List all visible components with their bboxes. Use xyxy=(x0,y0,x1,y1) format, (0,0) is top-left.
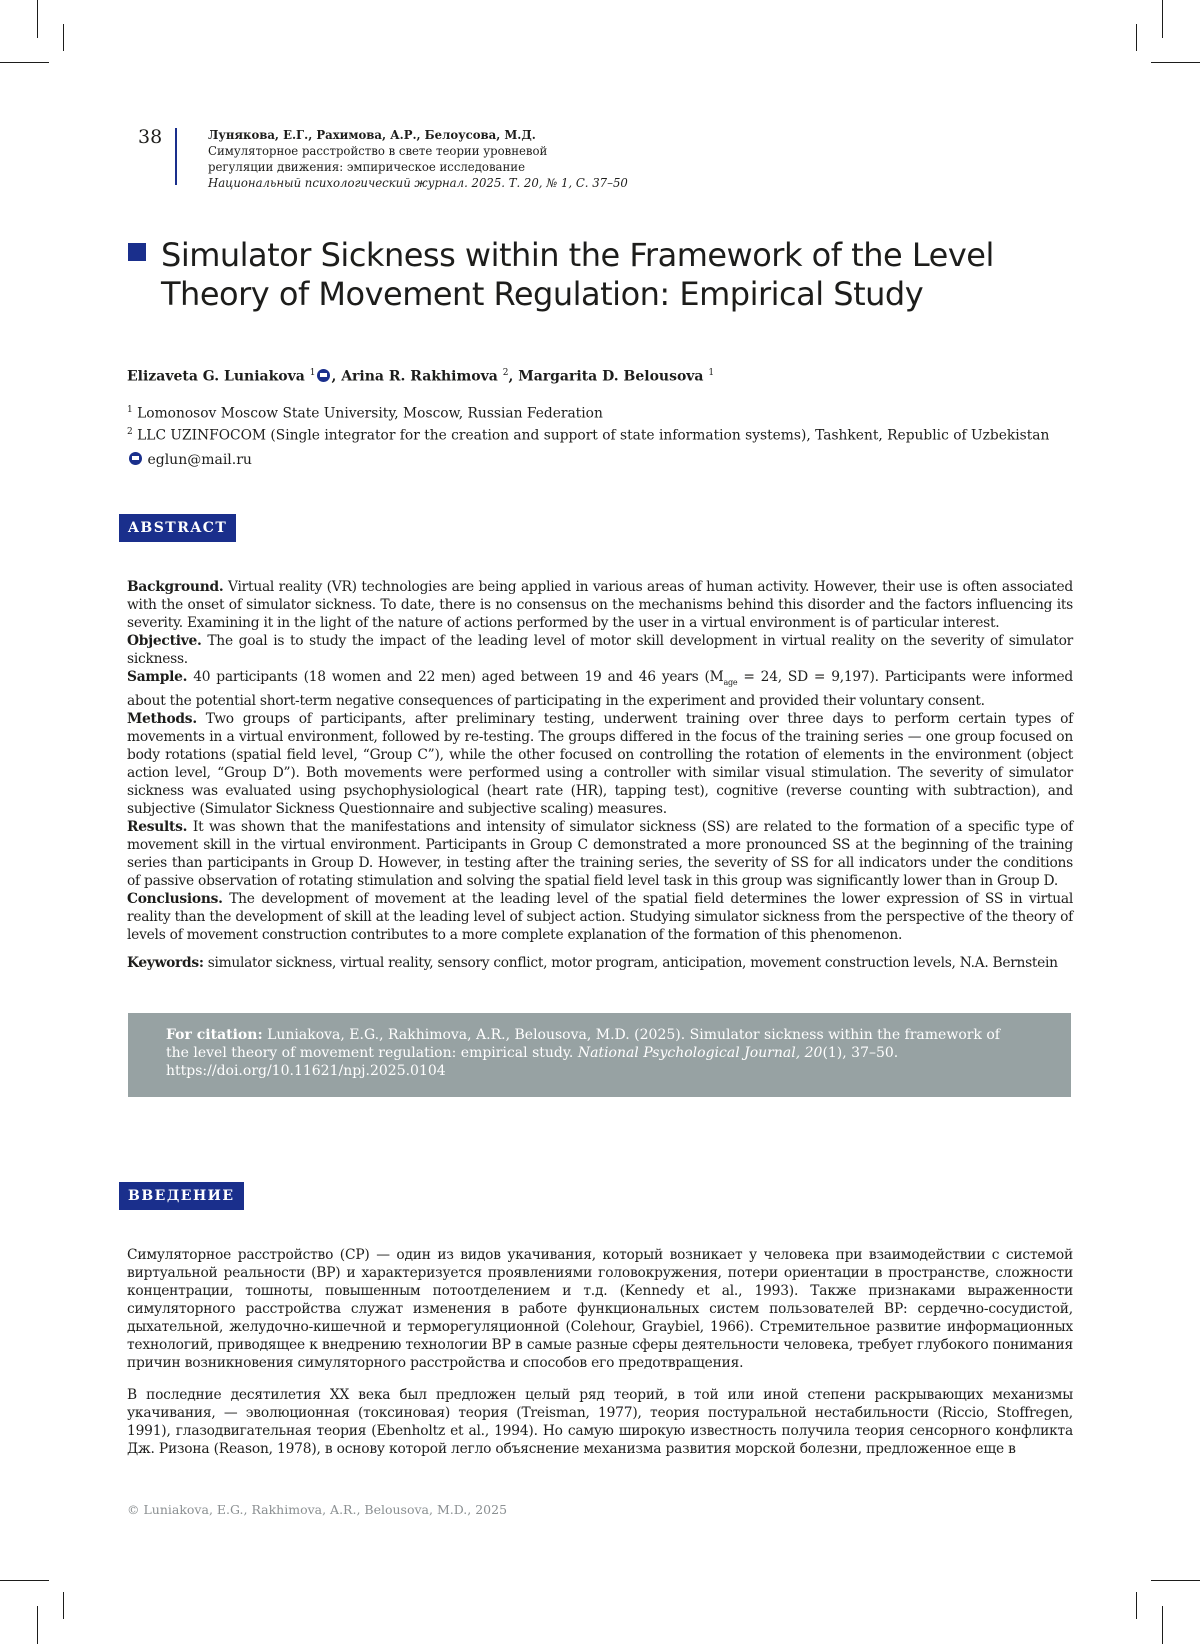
header-title-line1: Симуляторное расстройство в свете теории уровневой xyxy=(208,143,628,159)
crop-mark xyxy=(1136,1592,1137,1619)
results-text: It was shown that the manifestations and intensity of simulator sickness (SS) are related to the formation of a specific type of movement skill in the virtual environment. Participants in Group C demonstrated a more pronounced SS at the beginning of the training series than participants in Group D. However, in testing after the training series, the severity of SS for all indicators under the conditions of passive observation of rotating stimulation and solving the spatial field level task in this group was significantly lower than in Group D. xyxy=(127,819,1073,889)
crop-mark xyxy=(37,0,38,38)
methods-label: Methods. xyxy=(127,711,197,727)
title-bullet-icon xyxy=(128,243,146,261)
objective-text: The goal is to study the impact of the leading level of motor skill development in virtual reality on the severity of simulator sickness. xyxy=(127,633,1073,667)
affiliation-text: LLC UZINFOCOM (Single integrator for the creation and support of state information systems), Tashkent, Republic of Uzbekistan xyxy=(137,427,1049,443)
citation-journal: National Psychological Journal, 20 xyxy=(578,1045,823,1061)
header-authors: Лунякова, Е.Г., Рахимова, А.Р., Белоусова, М.Д. xyxy=(208,127,628,143)
objective-label: Objective. xyxy=(127,633,202,649)
crop-mark xyxy=(1162,1606,1163,1644)
citation-body: Luniakova, E.G., Rakhimova, A.R., Belousova, M.D. (2025). Simulator sickness within the framework of the level theory of movement regulation: empirical study. xyxy=(166,1027,1000,1061)
citation-label: For citation: xyxy=(166,1027,263,1043)
abstract-results xyxy=(127,818,1073,890)
affiliation-text: Lomonosov Moscow State University, Moscow, Russian Federation xyxy=(137,406,603,422)
background-text: Virtual reality (VR) technologies are being applied in various areas of human activity. However, their use is often associated with the onset of simulator sickness. To date, there is no consensus on the mechanisms behind this disorder and the factors influencing its severity. Examining it in the light of the nature of actions performed by the user in a virtual environment is of particular interest. xyxy=(127,579,1073,631)
methods-text: Two groups of participants, after preliminary testing, underwent training over three days to perform certain types of movements in a virtual environment, followed by re-testing. The groups differed in the focus of the training series — one group focused on body rotations (spatial field level, “Group C”), while the other focused on controlling the rotation of elements in the environment (object action level, “Group D”). Both movements were performed using a controller with similar visual stimulation. The severity of simulator sickness was evaluated using psychophysiological (heart rate (HR), tapping test), cognitive (reverse counting with subtraction), and subjective (Simulator Sickness Questionnaire and subjective scaling) measures. xyxy=(127,711,1073,817)
header-journal: Национальный психологический журнал. 2025. Т. 20, № 1, С. 37–50 xyxy=(208,175,628,191)
citation-box xyxy=(128,1013,1071,1097)
contact-email xyxy=(127,452,252,468)
affiliations xyxy=(127,401,1049,444)
crop-mark xyxy=(1151,62,1200,63)
keywords xyxy=(127,955,1087,971)
article-title-line2: Theory of Movement Regulation: Empirical Study xyxy=(161,275,1121,314)
crop-mark xyxy=(63,24,64,51)
crop-mark xyxy=(0,62,49,63)
sample-subscript: age xyxy=(723,678,737,687)
abstract-sample xyxy=(127,668,1073,710)
email-contact-icon[interactable] xyxy=(317,369,330,382)
header-title-line2: регуляции движения: эмпирическое исследование xyxy=(208,159,628,175)
intro-heading: ВВЕДЕНИЕ xyxy=(119,1182,244,1210)
header-divider xyxy=(175,128,177,185)
crop-mark xyxy=(63,1592,64,1619)
author-affil-sup: 1 xyxy=(310,368,316,378)
background-label: Background. xyxy=(127,579,223,595)
conclusions-label: Conclusions. xyxy=(127,891,223,907)
abstract-heading: ABSTRACT xyxy=(119,514,236,542)
crop-mark xyxy=(1151,1580,1200,1581)
crop-mark xyxy=(1162,0,1163,38)
abstract-background xyxy=(127,578,1073,632)
citation-doi[interactable]: (1), 37–50. https://doi.org/10.11621/npj.2025.0104 xyxy=(166,1045,898,1079)
email-icon xyxy=(129,452,142,465)
crop-mark xyxy=(1136,24,1137,51)
results-label: Results. xyxy=(127,819,187,835)
intro-paragraph-2: В последние десятилетия XX века был предложен целый ряд теорий, в той или иной степени раскрывающих механизмы укачивания, — эволюционная (токсиновая) теория (Treisman, 1977), теория постуральной нестабильности (Riccio, Stoffregen, 1991), глазодвигательная теория (Ebenholtz et al., 1994). Но самую широкую известность получила теория сенсорного конфликта Дж. Ризона (Reason, 1978), в основу которой легло объяснение механизма развития морской болезни, предложенное еще в xyxy=(127,1386,1073,1458)
keywords-text: simulator sickness, virtual reality, sensory conflict, motor program, anticipation, movement construction levels, N.A. Bernstein xyxy=(208,955,1058,971)
abstract-methods xyxy=(127,710,1073,818)
sample-text: 40 participants (18 women and 22 men) aged between 19 and 46 years (M xyxy=(193,669,723,685)
sample-text-cont: = 24, SD = 9,197). Participants were informed about the potential short-term negative consequences of participating in the experiment and provided their voluntary consent. xyxy=(127,669,1073,709)
intro-paragraph-1: Симуляторное расстройство (СР) — один из видов укачивания, который возникает у человека при взаимодействии с системой виртуальной реальности (ВР) и характеризуется проявлениями головокружения, потери ориентации в пространстве, сложности концентрации, тошноты, повышенным потоотделением и т.д. (Kennedy et al., 1993). Также признаками выраженности симуляторного расстройства служат изменения в работе функциональных систем пользователей ВР: сердечно-сосудистой, дыхательной, желудочно-кишечной и терморегуляционной (Colehour, Graybiel, 1966). Стремительное развитие информационных технологий, приводящее к внедрению технологии ВР в самые разные сферы деятельности человека, требует глубокого понимания причин возникновения симуляторного расстройства и способов его предотвращения. xyxy=(127,1246,1073,1372)
article-title xyxy=(161,236,1121,314)
keywords-label: Keywords: xyxy=(127,955,204,971)
page-number: 38 xyxy=(138,126,162,148)
article-title-line1: Simulator Sickness within the Framework of the Level xyxy=(161,236,1121,275)
sample-label: Sample. xyxy=(127,669,187,685)
running-header xyxy=(208,127,628,191)
citation-text xyxy=(166,1026,1026,1080)
author-affil-sup: 2 xyxy=(503,368,509,378)
author-list: Elizaveta G. Luniakova 1 , Arina R. Rakhimova 2, Margarita D. Belousova 1 xyxy=(127,368,714,385)
email-address[interactable]: eglun@mail.ru xyxy=(147,452,252,468)
abstract-objective xyxy=(127,632,1073,668)
intro-body xyxy=(127,1246,1073,1472)
crop-mark xyxy=(0,1580,49,1581)
author-affil-sup: 1 xyxy=(708,368,714,378)
affiliation xyxy=(127,423,1049,445)
affiliation-sup: 2 xyxy=(127,427,133,437)
crop-mark xyxy=(37,1606,38,1644)
affiliation-sup: 1 xyxy=(127,405,133,415)
author-name: Margarita D. Belousova xyxy=(518,369,703,385)
author-name: Arina R. Rakhimova xyxy=(341,369,498,385)
affiliation xyxy=(127,401,1049,423)
abstract-body xyxy=(127,578,1073,944)
conclusions-text: The development of movement at the leading level of the spatial field determines the lower expression of SS in virtual reality than the development of skill at the leading level of subject action. Studying simulator sickness from the perspective of the theory of levels of movement construction contributes to a more complete explanation of the formation of this phenomenon. xyxy=(127,891,1073,943)
copyright-notice: © Luniakova, E.G., Rakhimova, A.R., Belousova, M.D., 2025 xyxy=(127,1502,507,1517)
abstract-conclusions xyxy=(127,890,1073,944)
author-name: Elizaveta G. Luniakova xyxy=(127,369,305,385)
